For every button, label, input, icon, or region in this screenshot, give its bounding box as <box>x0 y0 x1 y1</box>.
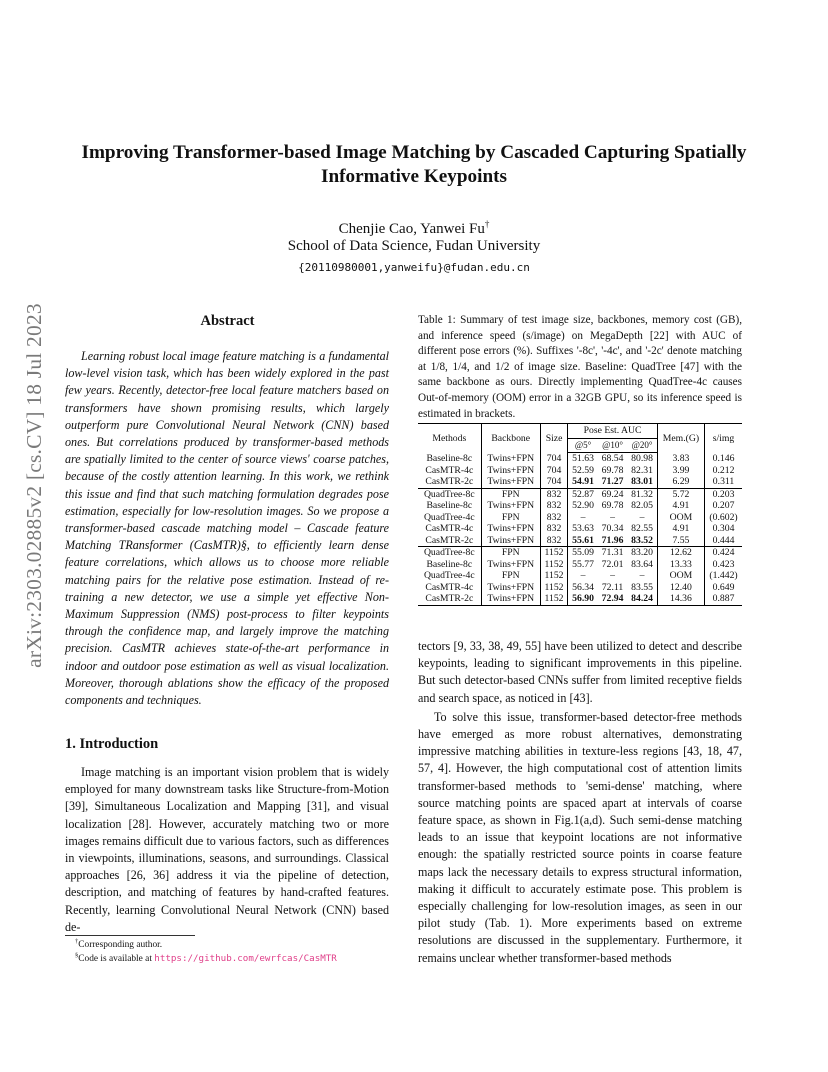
cell-method: QuadTree-4c <box>418 512 481 524</box>
cell-auc10: 69.24 <box>598 488 627 500</box>
table-row <box>418 570 742 582</box>
cell-size: 832 <box>540 488 567 500</box>
table-row <box>418 547 742 559</box>
cell-mem: OOM <box>657 570 704 582</box>
cell-speed: 0.887 <box>705 593 742 605</box>
cell-mem: 12.40 <box>657 582 704 594</box>
table-row <box>418 523 742 535</box>
paragraph-detectors: tectors [9, 33, 38, 49, 55] have been utilized to detect and describe keypoints, leading to significant improvements in this pipeline. But such detector-based CNNs suffer from limited receptive fields and search space, as noticed in [43]. <box>418 639 742 705</box>
cell-method: Baseline-8c <box>418 500 481 512</box>
cell-speed: 0.203 <box>705 488 742 500</box>
cell-auc10: 72.01 <box>601 558 624 570</box>
cell-backbone: Twins+FPN <box>481 453 540 465</box>
author-line <box>0 219 828 238</box>
table-row <box>418 512 742 524</box>
cell-backbone: Twins+FPN <box>481 535 540 547</box>
cell-method: CasMTR-2c <box>418 535 481 547</box>
introduction-text: Image matching is an important vision problem that is widely employed for many downstream tasks like Structure-from-Motion [39], Simultaneous Localization and Mapping [31], and visual localization [28]. However, accurately matching two or more images remains difficult due to various factors, such as differences in viewpoints, illuminations, seasons, and surroundings. Classical approaches [26, 36] address it via the pipeline of detection, description, and matching of features by hand-crafted features. Recently, learning Convolutional Neural Network (CNN) based de- <box>65 765 389 934</box>
cell-auc20: 82.55 <box>627 523 657 535</box>
cell-auc20: 83.52 <box>627 535 657 547</box>
cell-size: 832 <box>540 523 567 535</box>
cell-size: 1152 <box>540 547 567 559</box>
cell-auc20: 83.55 <box>627 582 657 594</box>
col-speed: s/img <box>705 424 742 453</box>
cell-auc20: 83.64 <box>627 559 657 571</box>
cell-speed: (1.442) <box>709 570 738 581</box>
cell-auc20: 84.24 <box>627 593 657 605</box>
cell-method: Baseline-8c <box>418 453 481 465</box>
col-pose-group: Pose Est. AUC <box>568 424 658 439</box>
cell-size: 704 <box>540 476 567 488</box>
cell-mem: 14.36 <box>657 593 704 605</box>
cell-size: 1152 <box>540 570 567 582</box>
table-row <box>418 582 742 594</box>
abstract-text: Learning robust local image feature matching is a fundamental low-level vision task, which has been widely explored in the past few years. Recently, detector-free local feature matchers based on transformers have shown promising results, which largely outperform pure Convolutional Neural Network (CNN) based ones. But correlations produced by transformer-based methods are spatially limited to the center of source views' coarse patches, because of the costly attention learning. In this work, we rethink this issue and find that such matching formulation degrades pose estimation, especially for low-resolution images. So we propose a transformer-based cascade matching model – Cascade feature Matching TRansformer (CasMTR)§, to efficiently learn dense feature correlations, which allows us to choose more reliable matching pairs for the relative pose estimation. Instead of re-training a new detector, we use a simple yet effective Non-Maximum Suppression (NMS) post-process to filter keypoints through the confidence map, and largely improve the matching precision. CasMTR achieves state-of-the-art performance in indoor and outdoor pose estimation as well as visual localization. Moreover, thorough ablations show the efficacy of the proposed components and techniques. <box>65 349 389 708</box>
cell-auc5: 52.87 <box>568 488 598 500</box>
cell-auc20: – <box>627 512 657 524</box>
cell-backbone: Twins+FPN <box>481 523 540 535</box>
cell-size: 832 <box>540 512 567 524</box>
cell-mem: 4.91 <box>657 500 704 512</box>
cell-method: CasMTR-2c <box>418 593 481 605</box>
col-auc10: @10° <box>598 438 627 453</box>
table-row <box>418 465 742 477</box>
cell-backbone: Twins+FPN <box>481 465 540 477</box>
col-auc20: @20° <box>627 438 657 453</box>
cell-auc10: 68.54 <box>601 453 624 464</box>
cell-backbone: Twins+FPN <box>481 582 540 594</box>
cell-mem: 7.55 <box>657 535 704 547</box>
cell-backbone: Twins+FPN <box>481 476 540 488</box>
cell-speed: 0.311 <box>712 476 735 487</box>
cell-speed: 0.424 <box>705 547 742 559</box>
cell-auc5: 56.34 <box>572 581 594 593</box>
cell-auc5: 53.63 <box>572 523 594 534</box>
cell-method: Baseline-8c <box>418 559 481 571</box>
col-size: Size <box>540 424 567 453</box>
col-methods: Methods <box>418 424 481 453</box>
footnote-code: §Code is available at https://github.com/ewrfcas/CasMTR <box>75 952 337 965</box>
cell-method: QuadTree-4c <box>418 570 481 582</box>
footnote-corresponding: †Corresponding author. <box>75 938 163 951</box>
col-auc5: @5° <box>568 438 598 453</box>
cell-auc10: – <box>610 511 615 523</box>
results-table <box>418 423 742 606</box>
col-backbone: Backbone <box>481 424 540 453</box>
cell-auc20: 83.01 <box>627 476 657 488</box>
footnote-rule <box>65 935 195 936</box>
arxiv-identifier: arXiv:2303.02885v2 [cs.CV] 18 Jul 2023 <box>21 302 46 668</box>
cell-auc20: 80.98 <box>627 453 657 465</box>
cell-size: 1152 <box>540 582 567 594</box>
cell-speed: 0.444 <box>712 534 735 546</box>
cell-backbone: FPN <box>481 570 540 582</box>
cell-auc5: – <box>580 511 586 523</box>
cell-backbone: FPN <box>481 488 540 500</box>
cell-mem: 13.33 <box>657 559 704 571</box>
cell-size: 1152 <box>540 593 567 605</box>
table-row <box>418 559 742 571</box>
cell-mem: 6.29 <box>657 476 704 488</box>
affiliation: School of Data Science, Fudan University <box>287 238 541 254</box>
cell-speed: (0.602) <box>709 511 738 523</box>
cell-backbone: Twins+FPN <box>481 500 540 512</box>
cell-method: CasMTR-4c <box>418 523 481 535</box>
table-row <box>418 488 742 500</box>
cell-backbone: FPN <box>481 547 540 559</box>
section-heading-introduction: 1. Introduction <box>65 736 159 752</box>
paper-title: Improving Transformer-based Image Matching by Cascaded Capturing Spatially Informative Keypoints <box>81 142 747 187</box>
cell-auc5: 52.59 <box>572 464 594 476</box>
cell-auc5: 55.77 <box>572 558 594 570</box>
cell-auc10: 71.31 <box>598 547 627 559</box>
table-row <box>418 535 742 547</box>
right-column-text <box>418 638 742 967</box>
cell-auc5: – <box>580 570 586 581</box>
cell-auc10: 69.78 <box>601 464 624 476</box>
cell-auc10: – <box>610 570 615 581</box>
cell-auc10: 72.94 <box>598 593 627 605</box>
cell-method: QuadTree-8c <box>418 547 481 559</box>
col-mem: Mem.(G) <box>657 424 704 453</box>
table-row <box>418 476 742 488</box>
cell-speed: 0.423 <box>712 558 735 570</box>
cell-speed: 0.649 <box>712 581 735 593</box>
cell-size: 1152 <box>540 559 567 571</box>
table-row <box>418 453 742 465</box>
cell-method: CasMTR-4c <box>418 582 481 594</box>
cell-auc20: 83.20 <box>627 547 657 559</box>
cell-auc10: 71.96 <box>601 534 624 546</box>
table-row <box>418 500 742 512</box>
abstract-heading: Abstract <box>200 313 255 329</box>
cell-backbone: Twins+FPN <box>481 593 540 605</box>
cell-auc20: 82.31 <box>627 465 657 477</box>
cell-mem: 4.91 <box>657 523 704 535</box>
cell-auc20: 82.05 <box>627 500 657 512</box>
cell-size: 832 <box>540 500 567 512</box>
cell-auc10: 69.78 <box>601 500 624 511</box>
cell-auc20: – <box>627 570 657 582</box>
cell-backbone: Twins+FPN <box>481 559 540 571</box>
cell-auc10: 70.34 <box>601 523 624 534</box>
cell-auc5: 51.63 <box>572 453 594 464</box>
cell-auc5: 52.90 <box>572 500 594 511</box>
cell-backbone: FPN <box>481 512 540 524</box>
cell-mem: 12.62 <box>657 547 704 559</box>
authors: Chenjie Cao, Yanwei Fu <box>338 221 485 237</box>
cell-speed: 0.304 <box>712 523 735 534</box>
cell-method: CasMTR-2c <box>418 476 481 488</box>
cell-size: 832 <box>540 535 567 547</box>
cell-mem: OOM <box>657 512 704 524</box>
code-link[interactable]: https://github.com/ewrfcas/CasMTR <box>154 953 337 965</box>
cell-size: 704 <box>540 465 567 477</box>
email: {20110980001,yanweifu}@fudan.edu.cn <box>298 261 530 274</box>
cell-auc5: 54.91 <box>572 476 594 487</box>
cell-auc10: 72.11 <box>601 581 624 593</box>
cell-mem: 3.99 <box>657 465 704 477</box>
cell-mem: 5.72 <box>657 488 704 500</box>
cell-method: CasMTR-4c <box>418 465 481 477</box>
cell-mem: 3.83 <box>657 453 704 465</box>
cell-speed: 0.212 <box>712 464 735 476</box>
cell-size: 704 <box>540 453 567 465</box>
author-footnote-mark: † <box>484 219 490 229</box>
cell-method: QuadTree-8c <box>418 488 481 500</box>
cell-auc10: 71.27 <box>601 476 624 487</box>
cell-auc20: 81.32 <box>627 488 657 500</box>
cell-auc5: 55.09 <box>568 547 598 559</box>
paragraph-transformers: To solve this issue, transformer-based detector-free methods have emerged as more robust alternatives, demonstrating impressive matching abilities in texture-less regions [43, 18, 47, 57, 4]. However, the high computational cost of attention limits transformer-based methods to 'semi-dense' matching, where source matching points are spaced apart at intervals of coarse feature space, as shown in Fig.1(a,d). Such semi-dense matching leads to an issue that keypoint locations are not informative enough: the spatially restricted source points in coarse feature maps lack the necessary details to express structural information, making it difficult to accurately estimate pose. This problem is especially challenging for low-resolution images, as seen in our pilot study (Tab. 1). More experiments based on extreme resolutions are discussed in the supplementary. Furthermore, it remains unclear whether transformer-based methods <box>418 709 742 965</box>
table-row <box>418 593 742 605</box>
cell-auc5: 56.90 <box>568 593 598 605</box>
table-caption: Table 1: Summary of test image size, backbones, memory cost (GB), and inference speed (s/image) on MegaDepth [22] with AUC of different pose errors (%). Suffixes '-8c', '-4c', and '-2c' denote matching at 1/8, 1/4, and 1/2 of image size. Baseline: QuadTree [47] with the same backbone as ours. Directly implementing QuadTree-4c causes Out-of-memory (OOM) error in a 32GB GPU, so its inference speed is estimated in brackets. <box>418 314 742 420</box>
cell-speed: 0.207 <box>712 500 735 511</box>
cell-speed: 0.146 <box>712 452 735 464</box>
cell-auc5: 55.61 <box>572 534 594 546</box>
